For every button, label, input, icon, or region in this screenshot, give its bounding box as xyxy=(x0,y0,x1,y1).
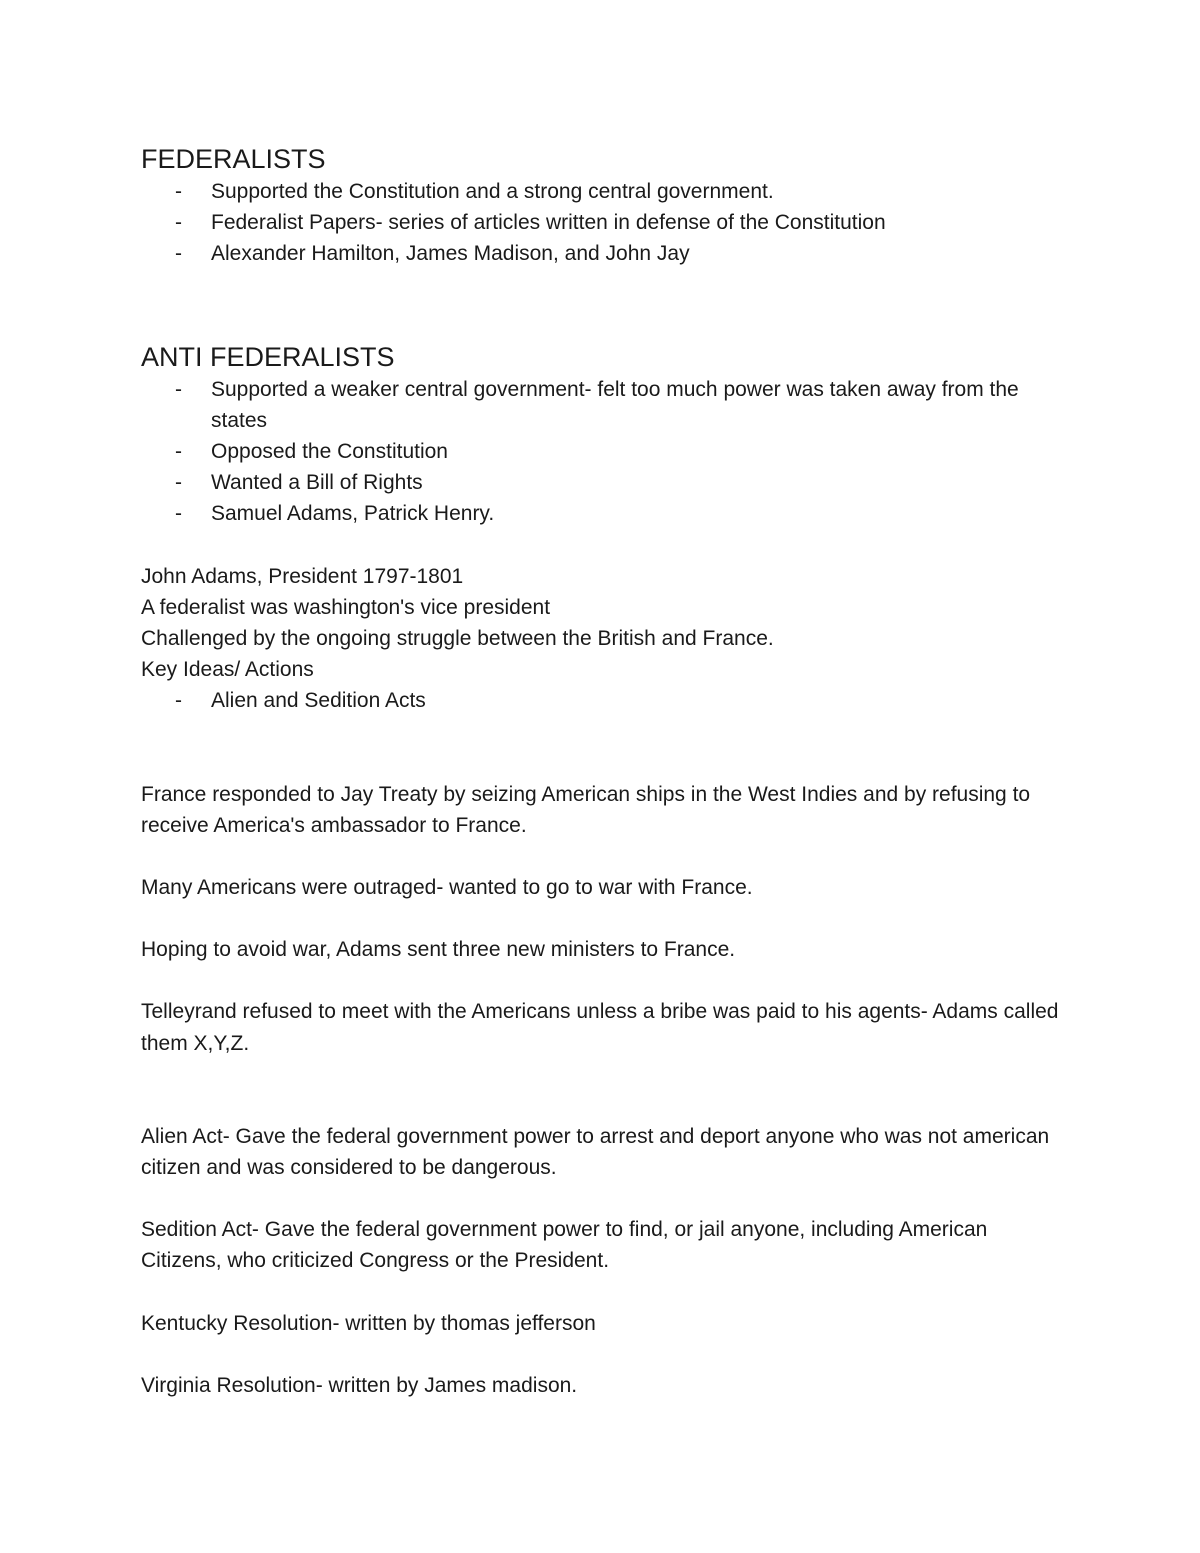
federalists-list xyxy=(141,176,1071,270)
list-item: - Federalist Papers- series of articles written in defense of the Constitution xyxy=(141,207,1071,238)
key-ideas-list xyxy=(141,685,1071,716)
dash-bullet: - xyxy=(175,440,182,464)
list-item: - Supported a weaker central government- felt too much power was taken away from the states xyxy=(141,374,1071,436)
dash-bullet: - xyxy=(175,502,182,526)
anti-federalists-list xyxy=(141,374,1071,530)
text-line: A federalist was washington's vice president xyxy=(141,595,551,619)
dash-bullet: - xyxy=(175,471,182,495)
list-item: - Wanted a Bill of Rights xyxy=(141,467,1071,498)
paragraph-jay-treaty: France responded to Jay Treaty by seizing American ships in the West Indies and by refusing to receive America's ambassador to France. xyxy=(141,782,1036,837)
dash-bullet: - xyxy=(175,180,182,203)
paragraph-kentucky: Kentucky Resolution- written by thomas jefferson xyxy=(141,1311,596,1335)
paragraph-alien-act: Alien Act- Gave the federal government power to arrest and deport anyone who was not american citizen and was considered to be dangerous. xyxy=(141,1124,1056,1180)
anti-federalists-heading: ANTI FEDERALISTS xyxy=(141,341,395,372)
list-item: - Alien and Sedition Acts xyxy=(141,685,1071,716)
john-adams-title: John Adams, President 1797-1801 xyxy=(141,564,464,588)
paragraph-sedition-act: Sedition Act- Gave the federal government power to find, or jail anyone, including American Citizens, who criticized Congress or the President. xyxy=(141,1218,994,1273)
text-line: Challenged by the ongoing struggle between the British and France. xyxy=(141,627,774,651)
paragraph-avoid-war: Hoping to avoid war, Adams sent three new ministers to France. xyxy=(141,938,736,962)
federalists-heading: FEDERALISTS xyxy=(141,144,326,174)
paragraph-virginia: Virginia Resolution- written by James madison. xyxy=(141,1373,578,1397)
dash-bullet: - xyxy=(175,242,182,266)
document-page xyxy=(141,143,1071,1401)
paragraph-xyz: Telleyrand refused to meet with the Americans unless a bribe was paid to his agents- Adams called them X,Y,Z. xyxy=(141,1000,1065,1055)
paragraph-outraged: Many Americans were outraged- wanted to go to war with France. xyxy=(141,876,753,900)
dash-bullet: - xyxy=(175,689,182,713)
dash-bullet: - xyxy=(175,211,182,235)
list-item: - Opposed the Constitution xyxy=(141,436,1071,467)
list-item: - Supported the Constitution and a strong central government. xyxy=(141,176,1071,207)
list-item: - Samuel Adams, Patrick Henry. xyxy=(141,498,1071,529)
list-item: - Alexander Hamilton, James Madison, and John Jay xyxy=(141,238,1071,269)
dash-bullet: - xyxy=(175,377,182,401)
text-line: Key Ideas/ Actions xyxy=(141,658,314,682)
